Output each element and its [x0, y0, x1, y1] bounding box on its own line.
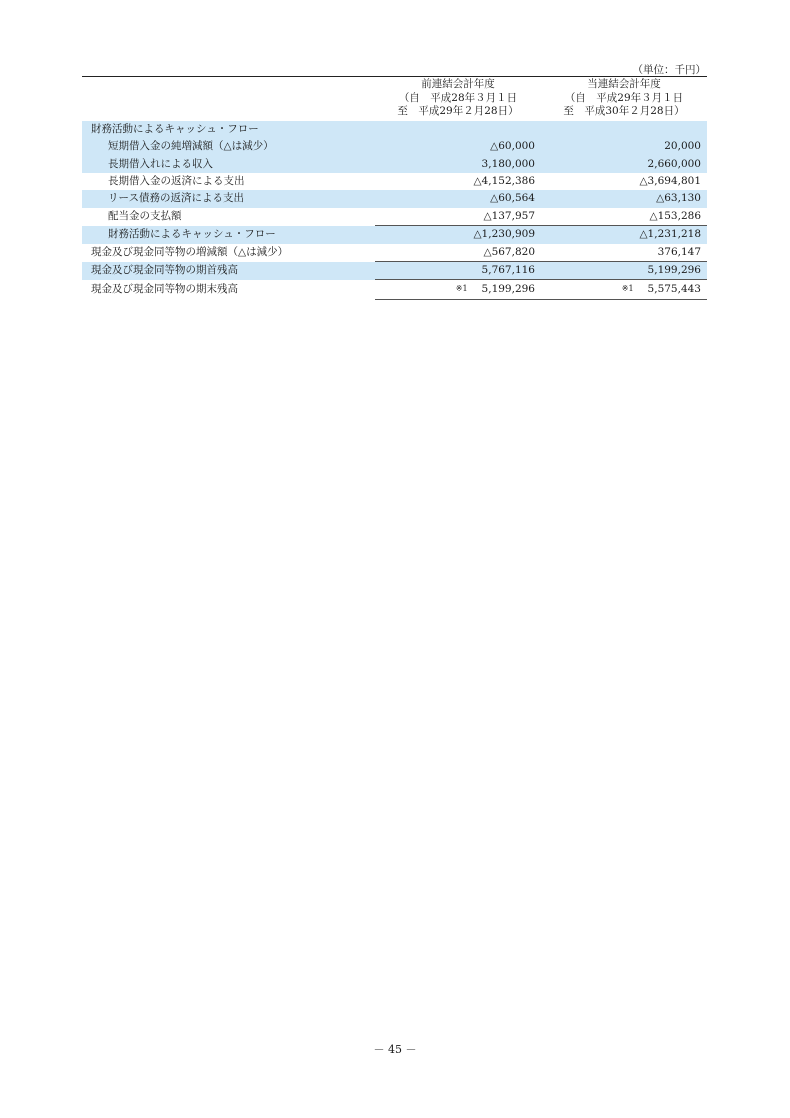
header-curr-period [541, 77, 707, 121]
row-prev-value: △1,230,909 [375, 226, 541, 244]
row-label: 現金及び現金同等物の期首残高 [82, 262, 375, 280]
row-label: 短期借入金の純増減額（△は減少） [82, 138, 375, 155]
row-prev-value: 5,199,296 [481, 283, 535, 296]
row-curr-value: △63,130 [541, 190, 707, 207]
row-prev-value: △567,820 [483, 245, 535, 258]
row-curr-value: △1,231,218 [541, 226, 707, 244]
row-curr-value: △3,694,801 [639, 175, 701, 187]
row-curr-value-cell [541, 280, 707, 299]
row-lease-repayment [82, 190, 707, 207]
row-long-term-borrowings [82, 156, 707, 173]
row-financing-subtotal [82, 226, 707, 244]
page-number: － 45 － [373, 1043, 417, 1056]
unit-label: （単位：千円） [632, 64, 706, 76]
row-curr-value: 2,660,000 [541, 156, 707, 173]
prev-period-title: 前連結会計年度 [421, 78, 495, 90]
row-prev-value: △60,564 [375, 190, 541, 207]
row-prev-value [375, 121, 541, 138]
row-label: 財務活動によるキャッシュ・フロー [82, 226, 375, 244]
row-label: 長期借入金の返済による支出 [108, 175, 245, 187]
row-prev-value: △137,957 [483, 209, 535, 222]
curr-period-from: （自 平成29年３月１日 [564, 91, 684, 104]
row-curr-value [541, 121, 707, 138]
row-net-change-cash [82, 244, 707, 262]
note-marker: ※1 [621, 284, 634, 294]
row-curr-value: 20,000 [541, 138, 707, 155]
row-long-term-repayment [82, 173, 707, 190]
row-label: 現金及び現金同等物の期末残高 [91, 282, 238, 295]
header-prev-period [375, 77, 541, 121]
row-dividends-paid [82, 208, 707, 226]
row-ending-cash [82, 280, 707, 299]
prev-period-to: 至 平成29年２月28日） [397, 105, 519, 118]
curr-period-to: 至 平成30年２月28日） [563, 105, 685, 118]
row-curr-value: △153,286 [649, 209, 701, 222]
table-header [82, 77, 707, 121]
row-prev-value: △60,000 [375, 138, 541, 155]
prev-period-from: （自 平成28年３月１日 [398, 91, 518, 104]
row-prev-value: △4,152,386 [473, 175, 535, 187]
row-beginning-cash [82, 262, 707, 280]
row-label: リース債務の返済による支出 [82, 190, 375, 207]
row-prev-value: 3,180,000 [375, 156, 541, 173]
row-short-term-loans [82, 138, 707, 155]
note-marker: ※1 [455, 284, 468, 294]
row-curr-value: 5,199,296 [541, 262, 707, 280]
cash-flow-table [82, 76, 707, 300]
header-blank [82, 77, 375, 121]
row-prev-value-cell [375, 280, 541, 299]
row-label: 財務活動によるキャッシュ・フロー [82, 121, 375, 138]
row-curr-value: 376,147 [657, 245, 701, 258]
row-label: 現金及び現金同等物の増減額（△は減少） [91, 245, 289, 258]
row-label: 長期借入れによる収入 [82, 156, 375, 173]
row-financing-section-heading [82, 121, 707, 138]
row-label: 配当金の支払額 [108, 210, 182, 223]
row-prev-value: 5,767,116 [375, 262, 541, 280]
row-curr-value: 5,575,443 [647, 283, 701, 296]
curr-period-title: 当連結会計年度 [587, 78, 661, 90]
